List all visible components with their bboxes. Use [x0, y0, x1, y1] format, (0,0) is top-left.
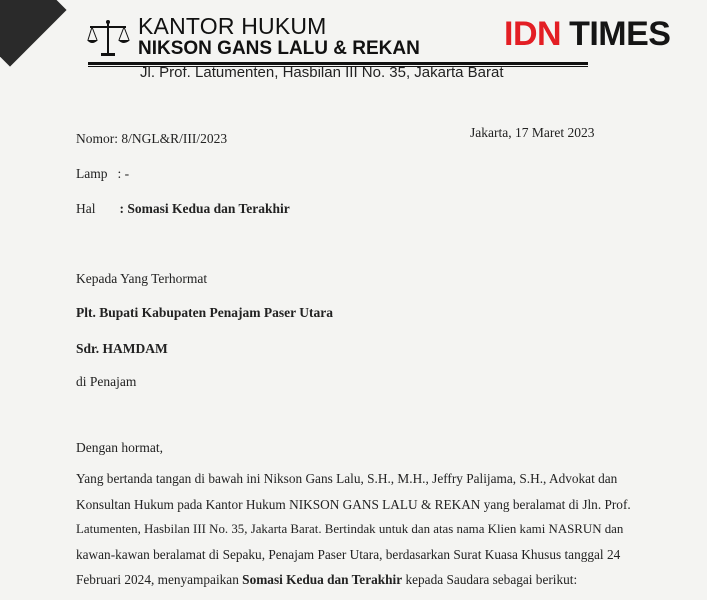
nomor-label: Nomor [76, 131, 115, 146]
nomor-row [76, 131, 227, 147]
brand-times: TIMES [569, 15, 671, 53]
paragraph-line-2: Konsultan Hukum pada Kantor Hukum NIKSON GANS LALU & REKAN yang beralamat di Jln. Prof. [76, 497, 631, 512]
paragraph-line-3: Latumenten, Hasbilan III No. 35, Jakarta Barat. Bertindak untuk dan atas nama Klien kami NASRUN dan [76, 522, 624, 536]
salutation: Dengan hormat, [76, 440, 163, 455]
hal-value: : Somasi Kedua dan Terakhir [119, 201, 290, 216]
firm-partners: NIKSON GANS LALU & REKAN [138, 38, 420, 59]
lamp-value: : - [117, 166, 130, 181]
lamp-label: Lamp [76, 166, 108, 181]
idn-times-logo [504, 14, 670, 54]
firm-name: KANTOR HUKUM [138, 13, 327, 39]
hal-row [76, 201, 290, 217]
paragraph-line-5-end: kepada Saudara sebagai berikut: [402, 572, 578, 587]
recipient-line-3: di Penajam [76, 374, 137, 389]
letter-date: Jakarta, 17 Maret 2023 [470, 125, 595, 140]
paragraph-line-5-bold: Somasi Kedua dan Terakhir [242, 572, 403, 587]
recipient-line-2: Sdr. HAMDAM [76, 341, 168, 356]
firm-address: Jl. Prof. Latumenten, Hasbilan III No. 35, Jakarta Barat [140, 64, 504, 81]
brand-idn: IDN [504, 15, 562, 53]
lamp-row [76, 166, 129, 182]
paragraph-line-4: kawan-kawan beralamat di Sepaku, Penajam Paser Utara, berdasarkan Surat Kuasa Khusus tanggal 24 [76, 547, 621, 562]
scales-of-justice-icon [86, 18, 130, 58]
recipient-line-1: Plt. Bupati Kabupaten Penajam Paser Utara [76, 305, 333, 320]
scan-corner-shadow [0, 0, 67, 67]
recipient-greeting: Kepada Yang Terhormat [76, 271, 208, 286]
paragraph-line-5-start: Februari 2024, menyampaikan [76, 572, 243, 587]
hal-label: Hal [76, 201, 96, 216]
nomor-value: : 8/NGL&R/III/2023 [114, 131, 228, 146]
paragraph-line-5 [76, 572, 577, 588]
paragraph-line-1: Yang bertanda tangan di bawah ini Nikson Gans Lalu, S.H., M.H., Jeffry Palijama, S.H., Advokat dan [76, 471, 618, 486]
